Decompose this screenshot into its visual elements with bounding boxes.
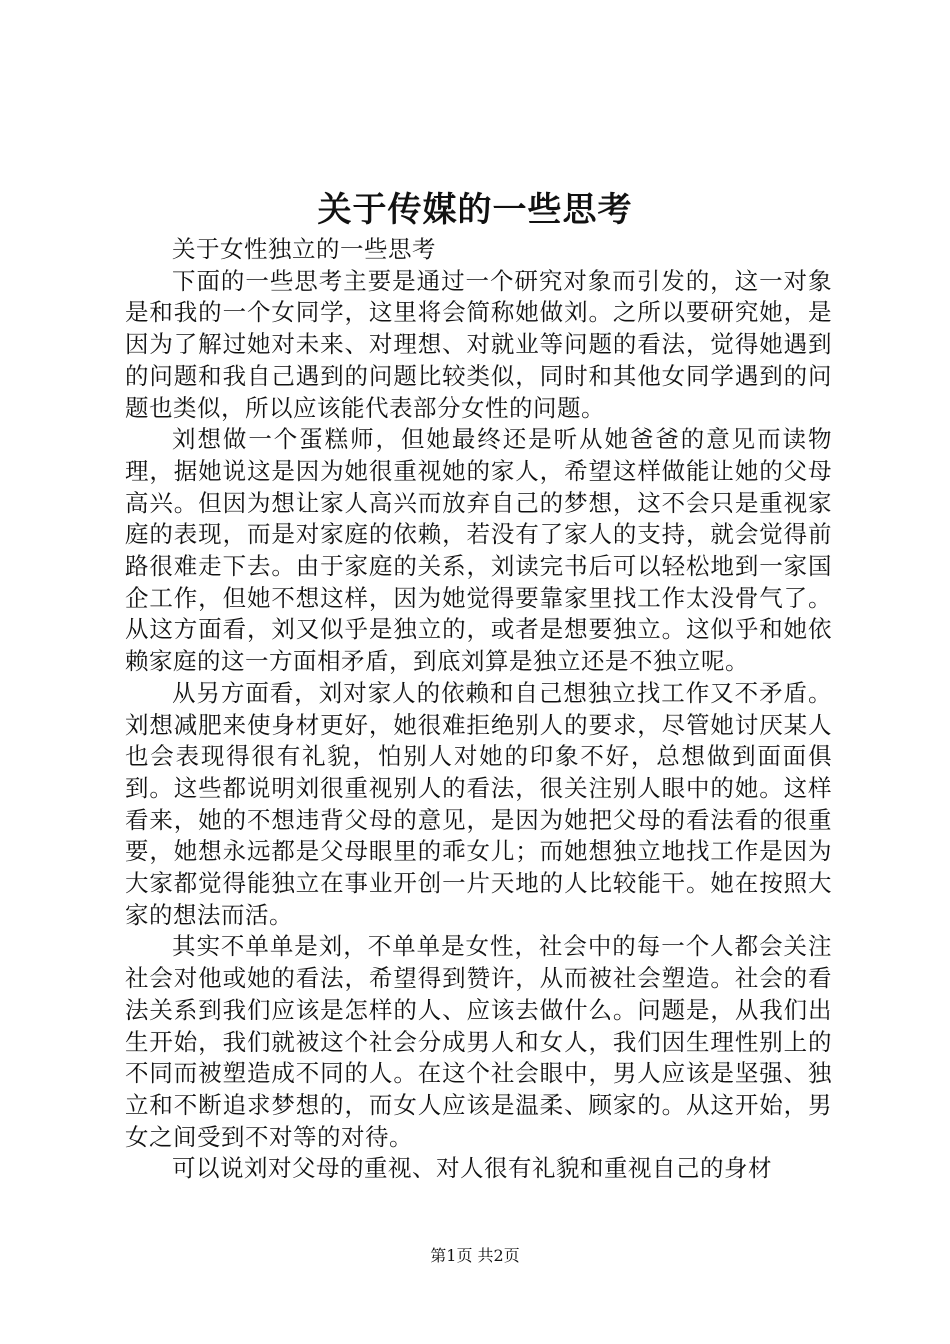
document-title: 关于传媒的一些思考 (317, 190, 633, 230)
paragraph: 可以说刘对父母的重视、对人很有礼貌和重视自己的身材 (172, 1154, 772, 1183)
document-body (125, 234, 832, 1185)
page-footer: 第1页 共2页 (430, 1246, 520, 1265)
paragraph: 其实不单单是刘，不单单是女性，社会中的每一个人都会关注社会对他或她的看法，希望得到赞许，从而被社会塑造。社会的看法关系到我们应该是怎样的人、应该去做什么。问题是，从我们出生开始，我们就被这个社会分成男人和女人，我们因生理性别上的不同而被塑造成不同的人。在这个社会眼中，男人应该是坚强、独立和不断追求梦想的，而女人应该是温柔、顾家的。从这开始，男女之间受到不对等的对待。 (125, 932, 832, 1151)
paragraph: 关于女性独立的一些思考 (172, 235, 436, 263)
paragraph: 下面的一些思考主要是通过一个研究对象而引发的，这一对象是和我的一个女同学，这里将会简称她做刘。之所以要研究她，是因为了解过她对未来、对理想、对就业等问题的看法，觉得她遇到的问题和我自己遇到的问题比较类似，同时和其他女同学遇到的问题也类似，所以应该能代表部分女性的问题。 (125, 266, 832, 422)
paragraph: 从另方面看，刘对家人的依赖和自己想独立找工作又不矛盾。刘想减肥来使身材更好，她很难拒绝别人的要求，尽管她讨厌某人也会表现得很有礼貌，怕别人对她的印象不好，总想做到面面俱到。这些都说明刘很重视别人的看法，很关注别人眼中的她。这样看来，她的不想违背父母的意见，是因为她把父母的看法看的很重要，她想永远都是父母眼里的乖女儿；而她想独立地找工作是因为大家都觉得能独立在事业开创一片天地的人比较能干。她在按照大家的想法而活。 (125, 678, 832, 929)
paragraph: 刘想做一个蛋糕师，但她最终还是听从她爸爸的意见而读物理，据她说这是因为她很重视她的家人，希望这样做能让她的父母高兴。但因为想让家人高兴而放弃自己的梦想，这不会只是重视家庭的表现，而是对家庭的依赖，若没有了家人的支持，就会觉得前路很难走下去。由于家庭的关系，刘读完书后可以轻松地到一家国企工作，但她不想这样，因为她觉得要靠家里找工作太没骨气了。从这方面看，刘又似乎是独立的，或者是想要独立。这似乎和她依赖家庭的这一方面相矛盾，到底刘算是独立还是不独立呢。 (125, 425, 832, 676)
